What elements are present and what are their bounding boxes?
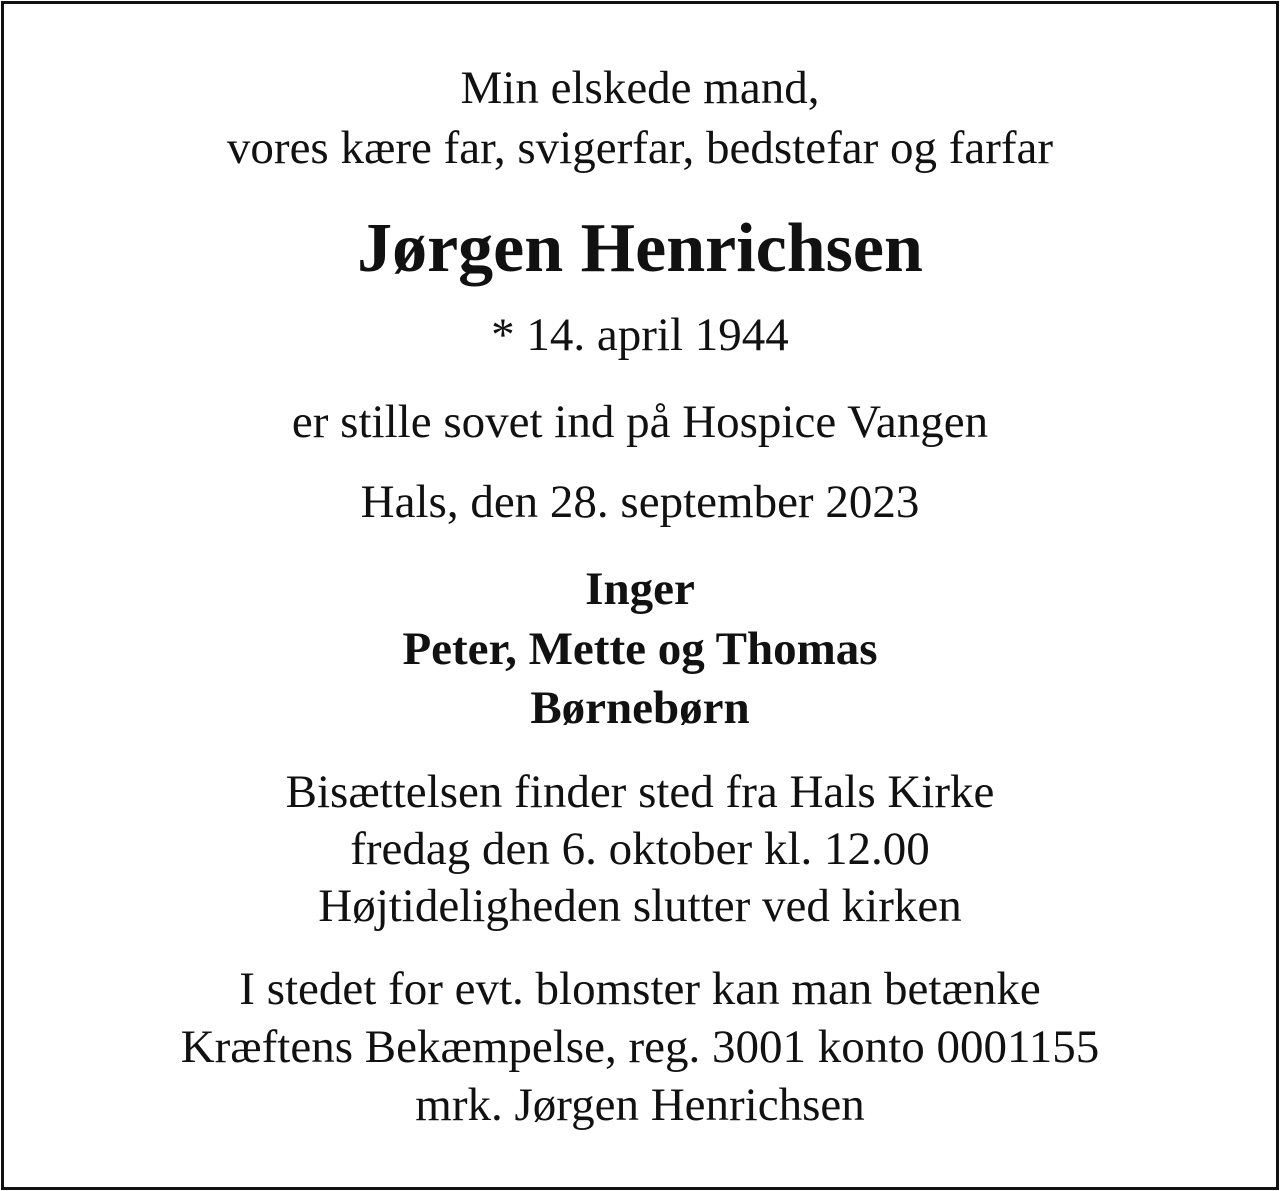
donation-line-3: mrk. Jørgen Henrichsen xyxy=(415,1079,865,1131)
death-statement: er stille sovet ind på Hospice Vangen xyxy=(291,396,989,448)
intro-line-2: vores kære far, svigerfar, bedstefar og farfar xyxy=(226,122,1054,174)
funeral-line-1: Bisættelsen finder sted fra Hals Kirke xyxy=(285,766,995,818)
birth-date: * 14. april 1944 xyxy=(491,309,789,361)
family-line-1: Inger xyxy=(585,563,695,615)
place-and-date: Hals, den 28. september 2023 xyxy=(360,476,920,528)
deceased-name: Jørgen Henrichsen xyxy=(357,210,923,287)
funeral-line-2: fredag den 6. oktober kl. 12.00 xyxy=(350,823,930,875)
family-line-2: Peter, Mette og Thomas xyxy=(402,623,878,675)
obituary-content xyxy=(4,4,1276,1187)
funeral-line-3: Højtideligheden slutter ved kirken xyxy=(318,880,962,932)
donation-line-1: I stedet for evt. blomster kan man betænke xyxy=(239,963,1041,1015)
family-line-3: Børnebørn xyxy=(530,682,750,734)
intro-line-1: Min elskede mand, xyxy=(460,62,820,114)
obituary-frame xyxy=(1,1,1279,1190)
donation-line-2: Kræftens Bekæmpelse, reg. 3001 konto 0001155 xyxy=(180,1021,1100,1073)
